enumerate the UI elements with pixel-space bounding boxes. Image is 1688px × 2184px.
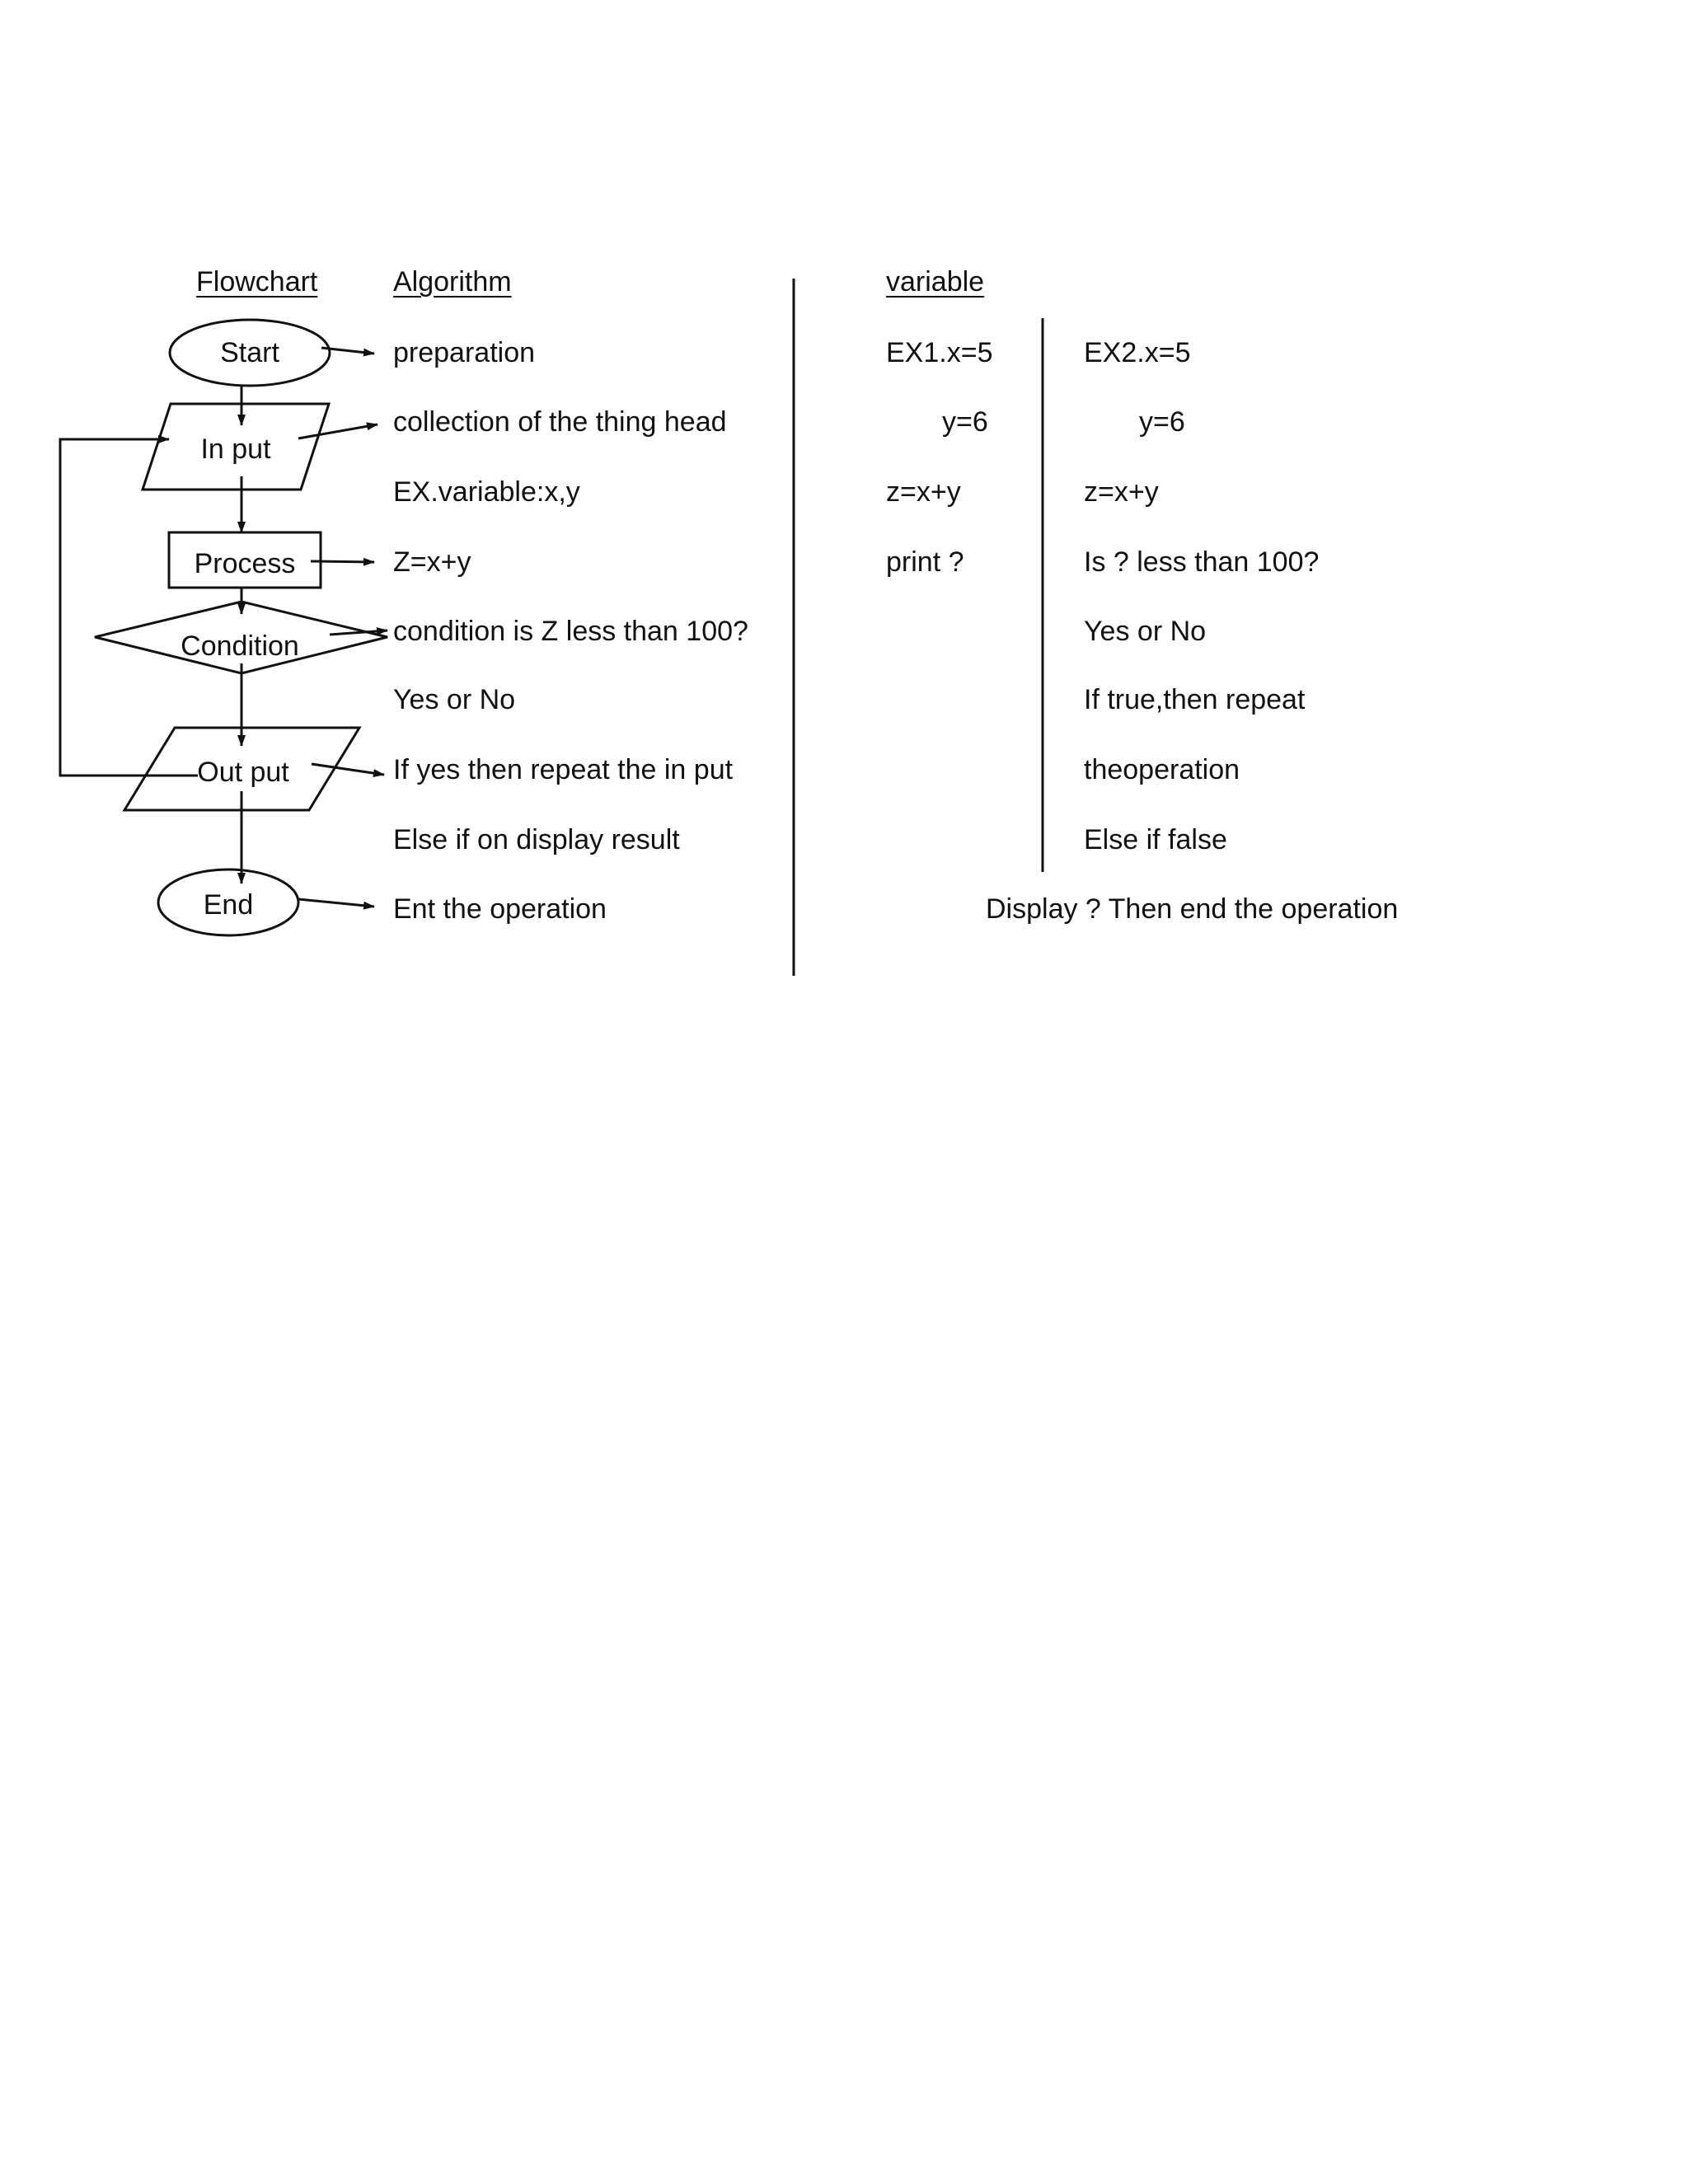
algorithm-step: EX.variable:x,y [393, 476, 580, 508]
example2-line: EX2.x=5 [1084, 337, 1191, 368]
condition-label: Condition [181, 630, 299, 662]
algorithm-step: condition is Z less than 100? [393, 616, 748, 647]
example1-line: z=x+y [886, 476, 961, 508]
example1-line: EX1.x=5 [886, 337, 993, 368]
output-label: Out put [197, 757, 289, 788]
algorithm-step: preparation [393, 337, 536, 368]
start-label: Start [220, 337, 279, 368]
example1-line: y=6 [942, 406, 988, 438]
example2-line: Is ? less than 100? [1084, 546, 1320, 578]
algorithm-step: collection of the thing head [393, 406, 727, 438]
conclusion-text: Display ? Then end the operation [986, 893, 1399, 925]
algorithm-step: If yes then repeat the in put [393, 754, 734, 785]
arrow-input-algorithm [298, 424, 377, 438]
algorithm-header: Algorithm [393, 266, 512, 298]
example2-line: If true,then repeat [1084, 684, 1306, 715]
example2-line: Else if false [1084, 824, 1227, 855]
input-label: In put [200, 434, 271, 465]
algorithm-step: Yes or No [393, 684, 516, 715]
example2-line: z=x+y [1084, 476, 1159, 508]
algorithm-step: Z=x+y [393, 546, 471, 578]
arrow-end-algorithm [298, 899, 374, 907]
example2-line: theoperation [1084, 754, 1240, 785]
example2-line: Yes or No [1084, 616, 1207, 647]
example2-line: y=6 [1139, 406, 1185, 438]
flowchart-header: Flowchart [196, 266, 318, 298]
algorithm-step: Else if on display result [393, 824, 680, 855]
arrow-output-algorithm [312, 764, 384, 775]
arrow-process-algorithm [311, 561, 374, 562]
example1-line: print ? [886, 546, 964, 578]
process-label: Process [194, 548, 296, 579]
end-label: End [203, 889, 254, 921]
algorithm-step: Ent the operation [393, 893, 607, 925]
variable-header: variable [886, 266, 985, 298]
